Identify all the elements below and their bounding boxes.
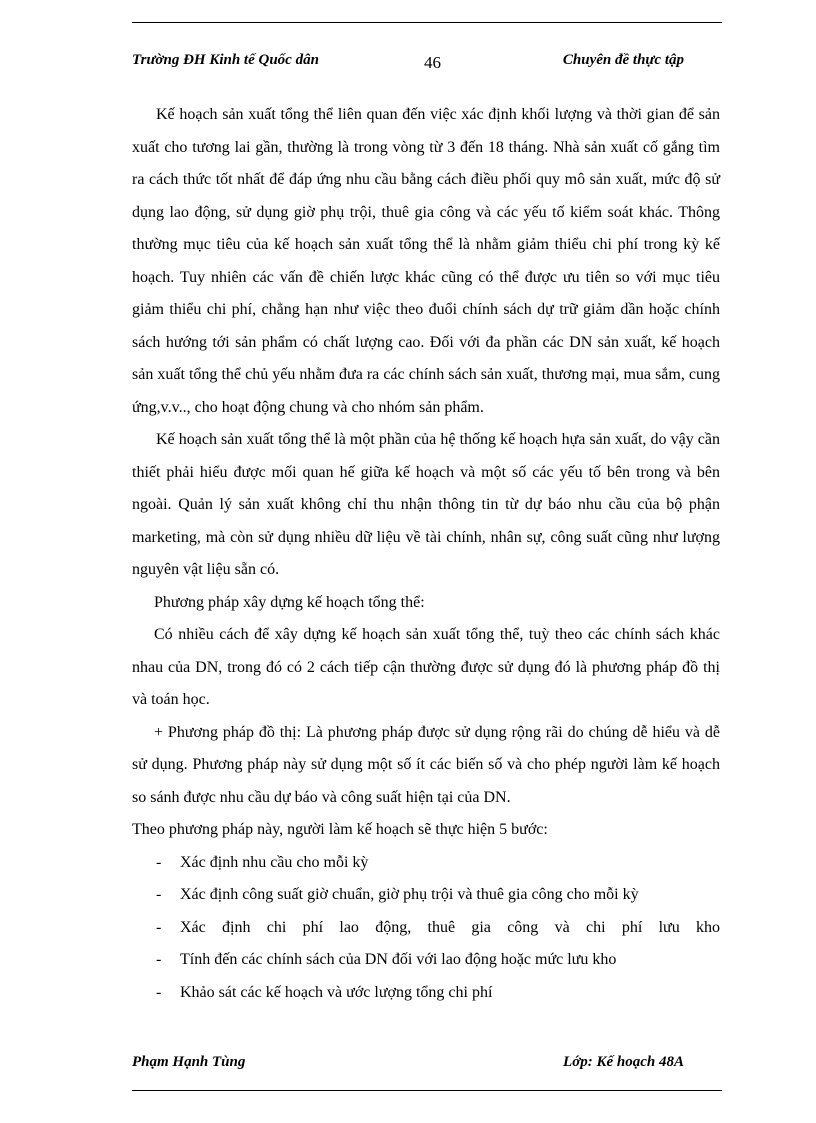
page-footer [132, 1054, 684, 1078]
list-item [132, 977, 720, 1010]
header-doc-type: Chuyên đề thực tập [562, 52, 684, 68]
step-text: Tính đến các chính sách của DN đối với lao động hoặc mức lưu kho [180, 951, 617, 968]
list-item [132, 912, 720, 945]
paragraph-steps-intro: Theo phương pháp này, người làm kế hoạch sẽ thực hiện 5 bước: [132, 821, 548, 838]
document-body [132, 99, 720, 1009]
header-rule [132, 22, 722, 23]
paragraph-intro: Kế hoạch sản xuất tổng thể liên quan đến việc xác định khối lượng và thời gian để sản xuất cho tương lai gần, thường là trong vòng từ 3 đến 18 tháng. Nhà sản xuất cố gắng tìm ra cách thức tốt nhất để đáp ứng nhu cầu bằng cách điều phối quy mô sản xuất, mức độ sử dụng lao động, sử dụng giờ phụ trội, thuê gia công và các yếu tố kiểm soát khác. Thông thường mục tiêu của kế hoạch sản xuất tổng thể là nhằm giảm thiểu chi phí trong kỳ kế hoạch. Tuy nhiên các vấn đề chiến lược khác cũng có thể được ưu tiên so với mục tiêu giảm thiểu chi phí, chẳng hạn như việc theo đuổi chính sách dự trữ giảm dần hoặc chính sách hướng tới sản phẩm có chất lượng cao. Đối với đa phần các DN sản xuất, kế hoạch sản xuất tổng thể chủ yếu nhằm đưa ra các chính sách sản xuất, thương mại, mua sắm, cung ứng,v.v.., cho hoạt động chung và cho nhóm sản phẩm. [132, 106, 720, 416]
paragraph-graph-method: + Phương pháp đồ thị: Là phương pháp được sử dụng rộng rãi do chúng dễ hiểu và dễ sử dụng. Phương pháp này sử dụng một số ít các biến số và cho phép người làm kế hoạch so sánh được nhu cầu dự báo và công suất hiện tại của DN. [132, 723, 720, 806]
step-text: Khảo sát các kế hoạch và ước lượng tổng chi phí [180, 983, 493, 1001]
bullet-dash: - [156, 983, 162, 1001]
step-text: Xác định chi phí lao động, thuê gia công và chi phí lưu kho [180, 918, 720, 936]
list-item [132, 944, 720, 977]
bullet-dash: - [156, 886, 162, 903]
steps-list [132, 847, 720, 1010]
paragraph-method-heading: Phương pháp xây dựng kế hoạch tổng thể: [154, 593, 425, 611]
step-text: Xác định nhu cầu cho mỗi kỳ [180, 853, 369, 871]
header-school: Trường ĐH Kinh tế Quốc dân [132, 52, 319, 68]
page-number: 46 [424, 53, 441, 72]
list-item [132, 879, 720, 912]
footer-class: Lớp: Kế hoạch 48A [563, 1054, 684, 1070]
bullet-dash: - [156, 951, 162, 968]
list-item [132, 847, 720, 880]
bullet-dash: - [156, 918, 162, 936]
page-header [132, 52, 684, 76]
bullet-dash: - [156, 853, 162, 871]
step-text: Xác định công suất giờ chuẩn, giờ phụ trội và thuê gia công cho mỗi kỳ [180, 886, 639, 903]
paragraph-approaches: Có nhiều cách để xây dựng kế hoạch sản xuất tổng thể, tuỳ theo các chính sách khác nhau của DN, trong đó có 2 cách tiếp cận thường được sử dụng đó là phương pháp đồ thị và toán học. [132, 626, 720, 708]
footer-author: Phạm Hạnh Tùng [132, 1054, 246, 1070]
footer-rule [132, 1090, 722, 1091]
paragraph-system: Kế hoạch sản xuất tổng thể là một phần của hệ thống kế hoạch hựa sản xuất, do vậy cần thiết phải hiểu được mối quan hế giữa kế hoạch và một số các yếu tố bên trong và bên ngoài. Quản lý sản xuất không chỉ thu nhận thông tin từ dự báo nhu cầu của bộ phận marketing, mà còn sử dụng nhiều dữ liệu về tài chính, nhân sự, công suất cũng như lượng nguyên vật liệu sẵn có. [132, 431, 720, 578]
